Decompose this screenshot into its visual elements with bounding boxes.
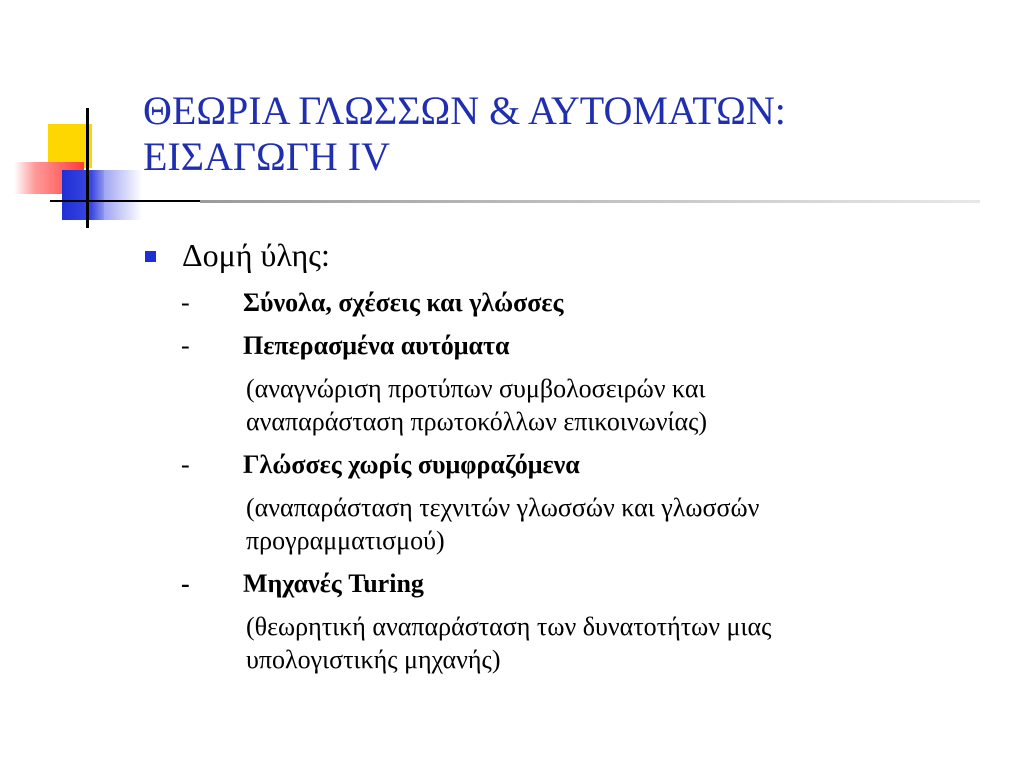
square-bullet-icon — [145, 251, 156, 262]
vertical-line — [86, 108, 89, 228]
title-line-2: ΕΙΣΑΓΩΓΗ IV — [143, 134, 390, 179]
slide-title — [143, 88, 1003, 180]
slide-content — [145, 234, 1005, 676]
horizontal-line — [50, 200, 200, 202]
bullet-text: Δομή ύλης: — [182, 237, 330, 273]
item-title: Πεπερασμένα αυτόματα — [243, 331, 510, 360]
item-title: Μηχανές Turing — [243, 569, 424, 598]
list-item — [145, 568, 1005, 600]
dash-marker: - — [181, 331, 190, 360]
dash-marker: - — [181, 569, 190, 598]
blue-square — [62, 170, 104, 220]
item-title: Σύνολα, σχέσεις και γλώσσες — [243, 288, 564, 317]
list-item — [145, 330, 1005, 362]
dash-marker: - — [181, 288, 190, 317]
blue-square-fade — [104, 170, 142, 220]
item-description: (θεωρητική αναπαράσταση των δυνατοτήτων μιας υπολογιστικής μηχανής) — [246, 612, 772, 674]
dash-marker: - — [181, 450, 190, 479]
title-underline — [200, 200, 980, 203]
item-description: (αναπαράσταση τεχνιτών γλωσσών και γλωσσών προγραμματισμού) — [246, 493, 760, 555]
item-title: Γλώσσες χωρίς συμφραζόμενα — [243, 450, 580, 479]
title-line-1: ΘΕΩΡΙΑ ΓΛΩΣΣΩΝ & ΑΥΤΟΜΑΤΩΝ: — [143, 88, 786, 133]
list-item — [145, 287, 1005, 319]
bullet-item — [145, 234, 1005, 276]
item-description: (αναγνώριση προτύπων συμβολοσειρών και αναπαράσταση πρωτοκόλλων επικοινωνίας) — [246, 374, 708, 436]
list-item — [145, 449, 1005, 481]
